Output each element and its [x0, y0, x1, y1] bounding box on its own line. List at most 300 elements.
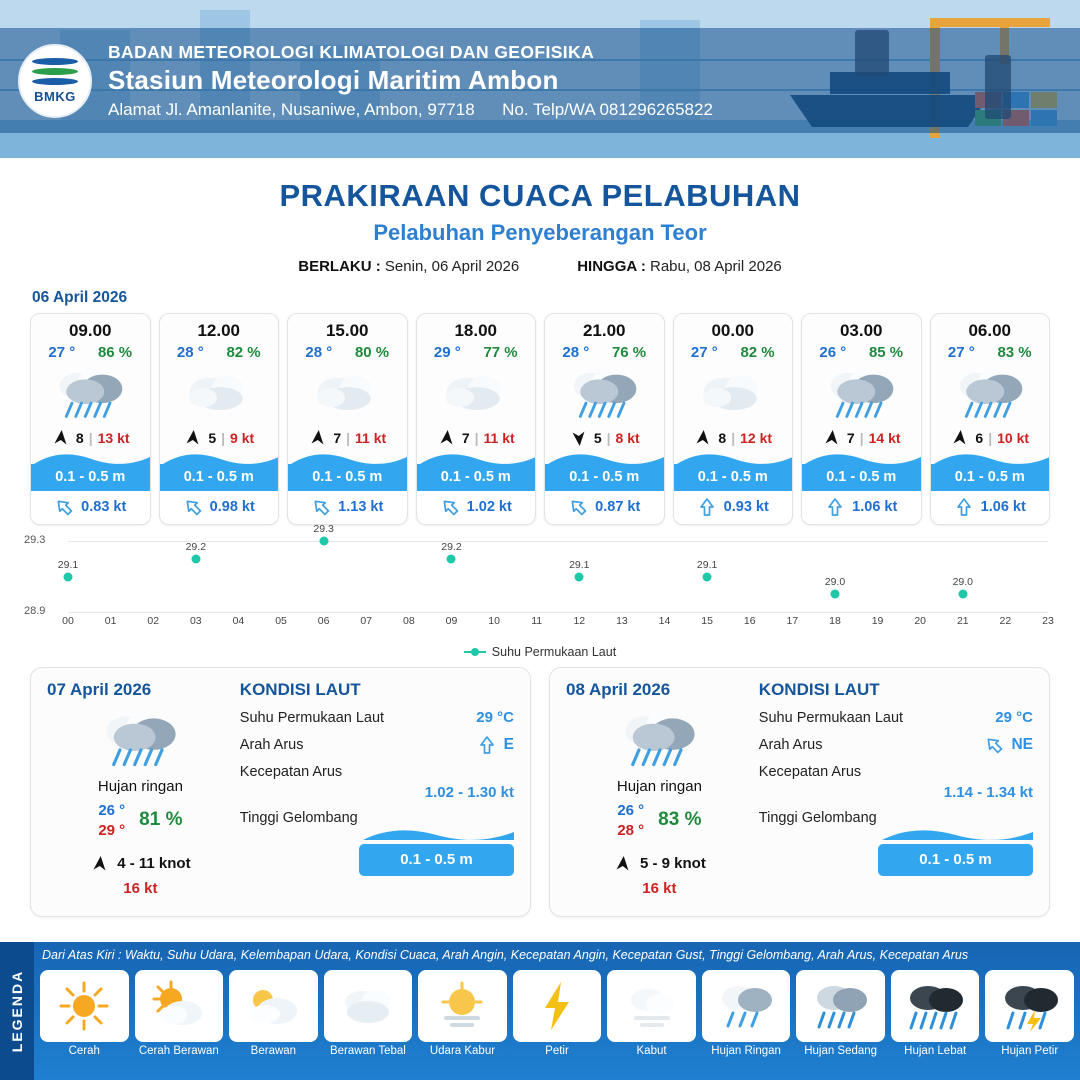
legend-item-list [40, 970, 1074, 1057]
current-direction-arrow-icon [564, 493, 592, 521]
cloud-icon [439, 371, 513, 419]
chart-x-tick: 21 [956, 615, 969, 627]
valid-from-label: BERLAKU : [298, 258, 381, 275]
sst-chart-legend [0, 645, 1080, 659]
forecast-wind-speed: 5 [208, 430, 217, 446]
chart-point-label: 29.1 [569, 558, 590, 571]
wind-direction-arrow-icon [50, 427, 72, 449]
sst-label: Suhu Permukaan Laut [239, 709, 385, 726]
moderate-rain-icon [810, 980, 872, 1032]
forecast-time: 12.00 [197, 321, 241, 340]
logo-label: BMKG [34, 88, 76, 104]
legend-item-label: Berawan [250, 1045, 297, 1057]
current-direction-value-group [984, 735, 1033, 755]
wave-shape [931, 452, 1050, 464]
current-direction-label: Arah Arus [758, 737, 823, 753]
chart-x-tick: 16 [743, 615, 756, 627]
forecast-temperature: 28 ° [562, 344, 590, 361]
wave-top-shape [545, 452, 664, 464]
wave-top-shape [31, 452, 150, 464]
valid-to-label: HINGGA : [577, 258, 646, 275]
forecast-humidity: 76 % [611, 344, 647, 361]
wave-shape [359, 828, 514, 840]
sst-chart-plot [24, 523, 1048, 617]
chart-point-label: 29.2 [441, 540, 462, 553]
legend-item-label: Kabut [636, 1045, 667, 1057]
page-subtitle: Pelabuhan Penyeberangan Teor [373, 220, 707, 245]
sst-value: 29 °C [995, 709, 1033, 726]
legend-item-label: Cerah [68, 1045, 100, 1057]
wind-gust-separator: | [606, 430, 611, 446]
forecast-card [544, 313, 665, 525]
legend-item-label: Cerah Berawan [138, 1045, 219, 1057]
forecast-current-speed: 0.83 kt [81, 499, 127, 515]
forecast-current-speed: 1.02 kt [466, 499, 512, 515]
thunderstorm-icon [999, 980, 1061, 1032]
chart-point-label: 29.0 [952, 576, 973, 589]
forecast-wind [160, 426, 279, 452]
forecast-wave-height: 0.1 - 0.5 m [31, 464, 150, 491]
lightning-icon [537, 980, 577, 1032]
daily-humidity: 81 % [139, 809, 183, 830]
current-direction-arrow-icon [697, 497, 717, 517]
current-speed-label: Kecepatan Arus [239, 764, 343, 780]
forecast-wind-speed: 7 [846, 430, 855, 446]
daily-temps [566, 801, 753, 842]
sun-icon [56, 980, 112, 1032]
chart-x-tick: 13 [616, 615, 628, 627]
forecast-humidity: 82 % [226, 344, 261, 361]
legend-icon-box [229, 970, 318, 1042]
wave-top-shape [802, 452, 921, 464]
forecast-wind-speed: 6 [975, 430, 984, 446]
wave-top-shape [674, 452, 793, 464]
station-address: Alamat Jl. Amanlanite, Nusaniwe, Ambon, 97718 [108, 99, 475, 119]
forecast-wind-speed: 8 [718, 430, 727, 446]
legend-item-label: Udara Kabur [429, 1045, 496, 1057]
wind-gust-separator: | [859, 430, 864, 446]
wind-gust-separator: | [221, 430, 226, 446]
forecast-time: 15.00 [325, 321, 369, 340]
legend-item [324, 970, 413, 1057]
legend-icon-box [985, 970, 1074, 1042]
forecast-wave-height: 0.1 - 0.5 m [288, 464, 407, 491]
forecast-current [802, 491, 921, 524]
chart-data-point [958, 590, 967, 599]
legend-icon-box [135, 970, 224, 1042]
light-rain-icon [715, 980, 777, 1032]
forecast-wind-speed: 5 [593, 430, 602, 446]
chart-x-tick: 17 [786, 615, 799, 627]
sst-label: Suhu Permukaan Laut [758, 709, 904, 726]
agency-name: BADAN METEOROLOGI KLIMATOLOGI DAN GEOFISIKA [108, 41, 595, 62]
rain-icon [953, 367, 1027, 422]
wave-shape [288, 452, 407, 464]
forecast-wind-speed: 7 [461, 430, 470, 446]
daily-temp-max: 28 ° [617, 822, 645, 840]
current-direction-label: Arah Arus [239, 737, 304, 753]
legend-item [229, 970, 318, 1057]
wind-direction-arrow-icon [89, 853, 111, 875]
wind-direction-arrow-icon [436, 427, 458, 449]
forecast-time: 09.00 [68, 321, 112, 340]
sea-condition-title: KONDISI LAUT [758, 680, 880, 699]
daily-panel-right [234, 680, 514, 906]
forecast-wave-height: 0.1 - 0.5 m [545, 464, 664, 491]
legend-item-label: Berawan Tebal [329, 1045, 406, 1057]
forecast-humidity: 82 % [740, 344, 775, 361]
sst-value: 29 °C [476, 709, 514, 726]
forecast-current [931, 491, 1050, 524]
chart-x-tick: 06 [317, 615, 330, 627]
forecast-wave-height: 0.1 - 0.5 m [674, 464, 793, 491]
legend-icon-box [891, 970, 980, 1042]
validity-row [0, 258, 1080, 275]
forecast-gust: 9 kt [230, 430, 255, 446]
daily-panel-right [753, 680, 1033, 906]
current-direction-value: NE [1011, 736, 1033, 753]
sea-condition-title: KONDISI LAUT [239, 680, 361, 699]
forecast-gust: 11 kt [355, 430, 387, 446]
chart-point-label: 29.1 [696, 558, 718, 571]
daily-weather-icon [47, 708, 234, 772]
wave-shape [31, 452, 150, 464]
forecast-card [416, 313, 537, 525]
daily-temp-min: 26 ° [98, 802, 126, 819]
forecast-card [159, 313, 280, 525]
legend-item [418, 970, 507, 1057]
forecast-wind [802, 426, 921, 452]
current-direction-value-group [477, 735, 514, 755]
forecast-time: 00.00 [711, 321, 755, 340]
rain-icon [618, 710, 700, 771]
chart-x-tick: 07 [360, 615, 373, 627]
daily-forecast-panel [30, 667, 531, 917]
sst-legend-label: Suhu Permukaan Laut [491, 645, 617, 659]
forecast-weather-icon [545, 364, 664, 426]
chart-data-point [64, 572, 73, 581]
chart-data-point [447, 554, 456, 563]
forecast-current-speed: 1.06 kt [980, 499, 1026, 515]
valid-to [577, 258, 782, 275]
daily-temp-min: 26 ° [617, 802, 645, 819]
rain-icon [99, 710, 181, 771]
wind-direction-arrow-icon [307, 427, 329, 449]
legend-item [891, 970, 980, 1057]
sst-legend-marker-icon [464, 651, 486, 653]
chart-x-tick: 04 [232, 615, 245, 627]
wave-shape [545, 452, 664, 464]
legend-tab-label: LEGENDA [9, 969, 26, 1053]
current-direction-arrow-icon [825, 497, 845, 517]
forecast-humidity: 86 % [97, 344, 133, 361]
chart-data-point [191, 554, 200, 563]
forecast-temperature: 27 ° [947, 344, 975, 361]
heavy-rain-icon [904, 980, 966, 1032]
chart-x-tick: 14 [658, 615, 671, 627]
forecast-gust: 13 kt [97, 430, 130, 446]
forecast-wind [417, 426, 536, 452]
daily-condition: Hujan ringan [97, 778, 183, 795]
forecast-wind [545, 426, 664, 452]
chart-x-tick: 22 [999, 615, 1012, 627]
chart-x-tick: 09 [445, 615, 458, 627]
wind-gust-separator: | [988, 430, 993, 446]
forecast-time: 06.00 [968, 321, 1012, 340]
forecast-current [288, 491, 407, 524]
logo-arcs-icon [32, 58, 78, 86]
chart-data-point [575, 572, 584, 581]
forecast-current [31, 491, 150, 524]
sst-chart [20, 523, 1060, 641]
chart-x-tick: 08 [403, 615, 415, 627]
chart-point-label: 29.3 [313, 523, 334, 535]
forecast-wind-speed: 7 [333, 430, 342, 446]
wind-direction-arrow-icon [182, 427, 204, 449]
daily-panels [0, 659, 1080, 917]
forecast-temperature: 29 ° [433, 344, 461, 361]
legend-item-label: Hujan Lebat [904, 1045, 967, 1057]
chart-data-point [319, 537, 328, 546]
legend-item-label: Hujan Petir [1001, 1045, 1059, 1057]
forecast-time: 21.00 [582, 321, 626, 340]
forecast-time: 18.00 [454, 321, 498, 340]
daily-panel-left [566, 680, 753, 906]
daily-condition: Hujan ringan [616, 778, 702, 795]
forecast-current-speed: 1.13 kt [338, 499, 384, 515]
wave-shape [674, 452, 793, 464]
current-speed-value: 1.02 - 1.30 kt [424, 784, 514, 801]
daily-wind-speed: 4 - 11 knot [117, 855, 191, 872]
legend-item [985, 970, 1074, 1057]
wave-height-label: Tinggi Gelombang [239, 810, 358, 826]
daily-wind-speed: 5 - 9 knot [639, 855, 706, 872]
wind-gust-separator: | [346, 430, 351, 446]
current-direction-arrow-icon [980, 731, 1008, 759]
forecast-weather-icon [674, 364, 793, 426]
wind-gust-separator: | [88, 430, 93, 446]
forecast-current [545, 491, 664, 524]
legend-icon-box [702, 970, 791, 1042]
chart-x-tick: 18 [829, 615, 841, 627]
legend-icon-box [607, 970, 696, 1042]
chart-x-tick: 12 [573, 615, 586, 627]
wave-height-label: Tinggi Gelombang [758, 810, 877, 826]
station-phone: No. Telp/WA 081296265822 [502, 99, 713, 119]
wave-shape [802, 452, 921, 464]
wind-gust-separator: | [474, 430, 479, 446]
chart-x-tick: 23 [1042, 615, 1054, 627]
sst-chart-xaxis [62, 613, 1054, 631]
chart-data-point [703, 572, 712, 581]
chart-x-tick: 20 [914, 615, 927, 627]
cloud-icon [696, 371, 770, 419]
current-speed-value: 1.14 - 1.34 kt [943, 784, 1033, 801]
rain-icon [53, 367, 127, 422]
forecast-temperature: 26 ° [819, 344, 847, 361]
wave-height-value: 0.1 - 0.5 m [359, 844, 514, 876]
chart-x-tick: 19 [871, 615, 884, 627]
forecast-wind [288, 426, 407, 452]
forecast-temperature: 27 ° [48, 344, 76, 361]
wave-top-shape [931, 452, 1050, 464]
rain-icon [824, 367, 898, 422]
cloud-sun-icon [243, 980, 303, 1032]
forecast-card [930, 313, 1051, 525]
daily-temp-max: 29 ° [98, 822, 126, 840]
current-direction-arrow-icon [179, 493, 207, 521]
page-header [0, 0, 1080, 158]
daily-forecast-panel [549, 667, 1050, 917]
legend-item [607, 970, 696, 1057]
current-direction-value: E [503, 736, 514, 753]
current-direction-arrow-icon [50, 493, 78, 521]
forecast-gust: 12 kt [740, 430, 773, 446]
forecast-weather-icon [31, 364, 150, 426]
forecast-gust: 11 kt [483, 430, 515, 446]
daily-date: 08 April 2026 [566, 680, 671, 699]
forecast-wind-speed: 8 [75, 430, 84, 446]
forecast-current [674, 491, 793, 524]
daily-wind [47, 854, 234, 874]
panel-wave-top-shape [359, 828, 514, 840]
daily-panel-left [47, 680, 234, 906]
chart-x-tick: 11 [531, 615, 543, 627]
legend-item [135, 970, 224, 1057]
wave-top-shape [288, 452, 407, 464]
legend-icon-box [324, 970, 413, 1042]
legend-item-label: Petir [545, 1045, 569, 1057]
legend-item [40, 970, 129, 1057]
forecast-current [160, 491, 279, 524]
legend-note: Dari Atas Kiri : Waktu, Suhu Udara, Kelembapan Udara, Kondisi Cuaca, Arah Angin, Kecepatan Angin, Kecepatan Gust, Tinggi Gelombang, Arah Arus, Kecepatan Arus [42, 948, 969, 962]
valid-from [298, 258, 519, 275]
chart-x-tick: 10 [488, 615, 500, 627]
forecast-humidity: 85 % [868, 344, 904, 361]
current-speed-label: Kecepatan Arus [758, 764, 862, 780]
forecast-wave-height: 0.1 - 0.5 m [931, 464, 1050, 491]
forecast-humidity: 80 % [354, 344, 390, 361]
wind-gust-separator: | [731, 430, 736, 446]
chart-x-tick: 02 [147, 615, 160, 627]
chart-point-label: 29.1 [57, 558, 79, 571]
wave-shape [417, 452, 536, 464]
forecast-gust: 8 kt [615, 430, 640, 446]
forecast-wave-height: 0.1 - 0.5 m [802, 464, 921, 491]
rain-icon [567, 367, 641, 422]
panel-wave-top-shape [878, 828, 1033, 840]
forecast-wind [31, 426, 150, 452]
daily-weather-icon [566, 708, 753, 772]
legend-item [513, 970, 602, 1057]
bmkg-logo [18, 44, 92, 118]
chart-point-label: 29.0 [824, 576, 846, 589]
legend-icon-box [796, 970, 885, 1042]
station-name: Stasiun Meteorologi Maritim Ambon [108, 64, 559, 95]
daily-humidity: 83 % [658, 809, 702, 830]
forecast-weather-icon [160, 364, 279, 426]
forecast-wave-height: 0.1 - 0.5 m [417, 464, 536, 491]
wind-direction-arrow-icon [568, 427, 590, 449]
chart-x-tick: 03 [189, 615, 202, 627]
chart-x-tick: 01 [104, 615, 117, 627]
haze-icon [432, 980, 492, 1032]
forecast-humidity: 77 % [483, 344, 518, 361]
forecast-wind [674, 426, 793, 452]
chart-gridline [68, 541, 1048, 542]
page-title: PRAKIRAAN CUACA PELABUHAN [279, 178, 801, 213]
legend-item [702, 970, 791, 1057]
legend-item-label: Hujan Ringan [711, 1045, 781, 1057]
forecast-temperature: 27 ° [690, 344, 718, 361]
legend-icon-box [513, 970, 602, 1042]
cloud-icon [310, 371, 384, 419]
forecast-wave-height: 0.1 - 0.5 m [160, 464, 279, 491]
forecast-card [287, 313, 408, 525]
forecast-weather-icon [288, 364, 407, 426]
forecast-card [30, 313, 151, 525]
forecast-humidity: 83 % [997, 344, 1032, 361]
chart-point-label: 29.2 [185, 540, 207, 553]
forecast-temperature: 28 ° [305, 344, 333, 361]
wind-direction-arrow-icon [950, 427, 972, 449]
forecast-current-speed: 0.93 kt [723, 499, 769, 515]
fog-icon [622, 980, 682, 1032]
wave-shape [160, 452, 279, 464]
daily-gust: 16 kt [642, 879, 677, 897]
forecast-gust: 10 kt [997, 430, 1030, 446]
chart-x-tick: 05 [275, 615, 287, 627]
wind-direction-arrow-icon [821, 427, 843, 449]
legend-bar [0, 942, 1080, 1080]
daily-gust: 16 kt [123, 879, 158, 897]
current-direction-arrow-icon [307, 493, 335, 521]
wave-height-value: 0.1 - 0.5 m [878, 844, 1033, 876]
daily-temps [47, 801, 234, 842]
chart-y-tick: 28.9 [24, 605, 46, 617]
forecast-current-speed: 1.06 kt [852, 499, 898, 515]
cloud-icon [182, 371, 256, 419]
forecast-current [417, 491, 536, 524]
forecast-weather-icon [802, 364, 921, 426]
forecast-weather-icon [417, 364, 536, 426]
current-direction-arrow-icon [954, 497, 974, 517]
valid-from-value: Senin, 06 April 2026 [384, 258, 520, 275]
cloud-icon [338, 980, 398, 1032]
legend-icon-box [418, 970, 507, 1042]
forecast-current-speed: 0.98 kt [209, 499, 255, 515]
chart-data-point [830, 590, 839, 599]
chart-x-tick: 00 [62, 615, 74, 627]
forecast-weather-icon [931, 364, 1050, 426]
current-direction-arrow-icon [477, 735, 497, 755]
forecast-card [673, 313, 794, 525]
legend-item [796, 970, 885, 1057]
forecast-wind [931, 426, 1050, 452]
wind-direction-arrow-icon [693, 427, 715, 449]
sun-cloud-icon [149, 980, 209, 1032]
chart-y-tick: 29.3 [24, 534, 46, 546]
chart-x-tick: 15 [701, 615, 713, 627]
wind-direction-arrow-icon [612, 853, 634, 875]
current-direction-arrow-icon [436, 493, 464, 521]
wave-top-shape [160, 452, 279, 464]
legend-item-label: Hujan Sedang [804, 1045, 878, 1057]
forecast-temperature: 28 ° [176, 344, 204, 361]
daily-date: 07 April 2026 [47, 680, 152, 699]
forecast-current-speed: 0.87 kt [595, 499, 641, 515]
forecast-date-label: 06 April 2026 [32, 289, 128, 306]
